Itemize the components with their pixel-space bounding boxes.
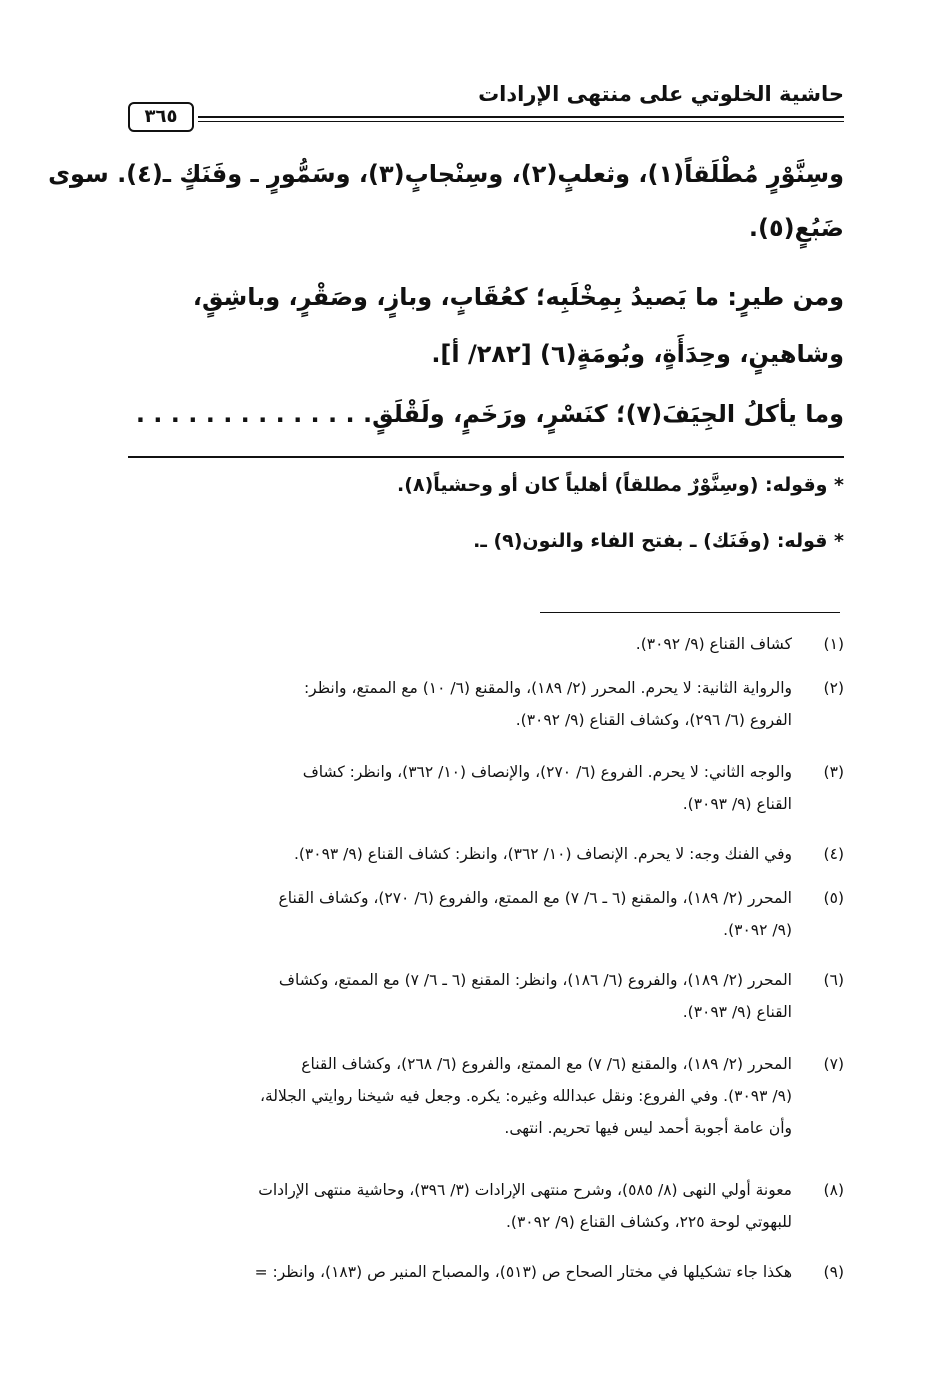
footnote-number: (٩) <box>823 1263 844 1281</box>
footnote-1 <box>128 628 844 660</box>
footnote-number: (٥) <box>823 889 844 907</box>
footnote-number: (٢) <box>823 679 844 697</box>
footnote-text: وأن عامة أجوبة أحمد ليس فيها تحريم. انتهى. <box>504 1119 792 1137</box>
header-rule-thin <box>198 121 844 122</box>
footnote-text: المحرر (٢/ ١٨٩)، والمقنع (٦/ ٧) مع الممتع، والفروع (٦/ ٢٦٨)، وكشاف القناع <box>301 1055 792 1073</box>
footnote-number: (٣) <box>823 763 844 781</box>
footnote-number: (٦) <box>823 971 844 989</box>
footnote-text: (٩/ ٣٠٩٣). وفي الفروع: ونقل عبدالله وغيره: يكره. وجعل فيه شيخنا روايتي الجلالة، <box>259 1087 792 1105</box>
footnote-5 <box>128 882 844 946</box>
footnote-text: المحرر (٢/ ١٨٩)، والمقنع (٦ ـ ٦/ ٧) مع الممتع، والفروع (٦/ ٢٧٠)، وكشاف القناع <box>278 889 792 907</box>
footnote-text: القناع (٩/ ٣٠٩٣). <box>682 1003 792 1021</box>
commentary-note-2: * قوله: (وفَنَك) ـ بفتح الفاء والنون(٩) ـ. <box>473 530 844 552</box>
footnote-number: (٨) <box>823 1181 844 1199</box>
footnote-number: (١) <box>823 635 844 653</box>
page-number-box: ٣٦٥ <box>128 102 194 132</box>
main-text-line-1: وسِنَّوْرٍ مُطْلَقاً(١)، وثعلبٍ(٢)، وسِنْجابٍ(٣)، وسَمُّورٍ ـ وفَنَكٍ ـ(٤). سوى <box>48 160 844 188</box>
footnote-9 <box>128 1256 844 1288</box>
main-text-line-5: وما يأكلُ الجِيَفَ(٧)؛ كنَسْرٍ، ورَخَمٍ، ولَقْلَقٍ. . . . . . . . . . . . . . <box>135 400 844 428</box>
footnote-4 <box>128 838 844 870</box>
main-text-line-2: ضَبُعٍ(٥). <box>748 214 844 242</box>
footnote-2 <box>128 672 844 736</box>
main-text-line-3: ومن طيرٍ: ما يَصيدُ بِمِخْلَبِه؛ كعُقَابٍ، وبازٍ، وصَقْرٍ، وباشِقٍ، <box>192 283 844 311</box>
footnote-text: الفروع (٦/ ٢٩٦)، وكشاف القناع (٩/ ٣٠٩٢). <box>515 711 792 729</box>
commentary-divider <box>128 456 844 458</box>
footnote-text: وفي الفنك وجه: لا يحرم. الإنصاف (١٠/ ٣٦٢)، وانظر: كشاف القناع (٩/ ٣٠٩٣). <box>293 845 792 863</box>
commentary-note-1: * وقوله: (وسِنَّوْرٌ مطلقاً) أهلياً كان أو وحشياً(٨). <box>397 474 844 496</box>
footnote-6 <box>128 964 844 1028</box>
footnote-text: للبهوتي لوحة ٢٢٥، وكشاف القناع (٩/ ٣٠٩٢). <box>505 1213 792 1231</box>
footnote-text: هكذا جاء تشكيلها في مختار الصحاح ص (٥١٣)، والمصباح المنير ص (١٨٣)، وانظر: = <box>254 1263 792 1281</box>
footnote-text: القناع (٩/ ٣٠٩٣). <box>682 795 792 813</box>
footnote-3 <box>128 756 844 820</box>
footnote-text: والوجه الثاني: لا يحرم. الفروع (٦/ ٢٧٠)، والإنصاف (١٠/ ٣٦٢)، وانظر: كشاف <box>302 763 792 781</box>
footnote-7 <box>128 1048 844 1144</box>
footnote-number: (٧) <box>823 1055 844 1073</box>
footnote-text: المحرر (٢/ ١٨٩)، والفروع (٦/ ١٨٦)، وانظر: المقنع (٦ ـ ٦/ ٧) مع الممتع، وكشاف <box>278 971 792 989</box>
footnote-text: كشاف القناع (٩/ ٣٠٩٢). <box>635 635 792 653</box>
footnote-text: معونة أولي النهى (٨/ ٥٨٥)، وشرح منتهى الإرادات (٣/ ٣٩٦)، وحاشية منتهى الإرادات <box>258 1181 792 1199</box>
footnote-text: والرواية الثانية: لا يحرم. المحرر (٢/ ١٨٩)، والمقنع (٦/ ١٠) مع الممتع، وانظر: <box>303 679 792 697</box>
footnote-number: (٤) <box>823 845 844 863</box>
footnote-8 <box>128 1174 844 1238</box>
running-title: حاشية الخلوتي على منتهى الإرادات <box>478 82 844 106</box>
footnote-text: (٩/ ٣٠٩٢). <box>723 921 792 939</box>
footnote-rule <box>540 612 840 613</box>
header-rule <box>198 116 844 118</box>
page-header <box>128 82 844 126</box>
main-text-line-4: وشاهينٍ، وحِدَأَةٍ، وبُومَةٍ(٦) [٢٨٢/ أ]. <box>431 340 844 368</box>
